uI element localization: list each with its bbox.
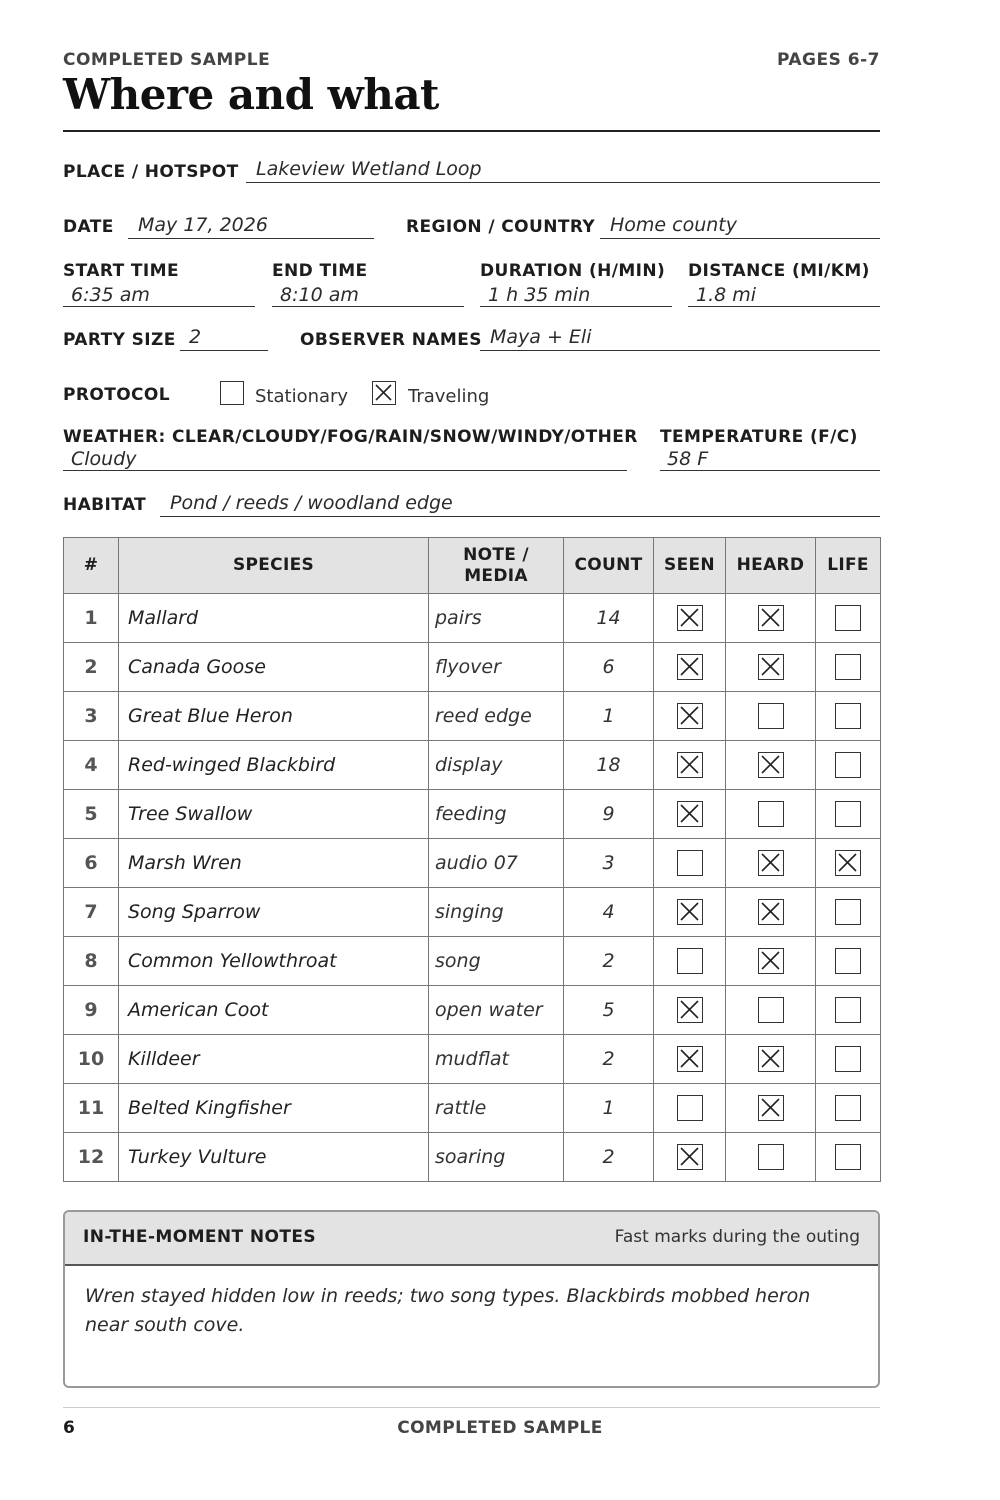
heard-cell xyxy=(726,643,816,692)
table-row xyxy=(64,692,881,741)
life-checkbox[interactable] xyxy=(835,703,861,729)
life-cell xyxy=(816,839,881,888)
end-time-field[interactable]: 8:10 am xyxy=(280,284,359,306)
start-time-label: START TIME xyxy=(63,261,179,281)
region-underline xyxy=(600,238,880,239)
date-underline xyxy=(128,238,374,239)
seen-checkbox[interactable] xyxy=(677,703,703,729)
end-time-underline xyxy=(272,306,464,307)
footer-rule xyxy=(63,1407,880,1408)
note-media[interactable]: mudflat xyxy=(429,1035,564,1084)
note-media[interactable]: reed edge xyxy=(429,692,564,741)
count-value[interactable]: 9 xyxy=(564,790,654,839)
count-value[interactable]: 3 xyxy=(564,839,654,888)
life-checkbox[interactable] xyxy=(835,899,861,925)
check-x-icon xyxy=(375,384,392,401)
place-label: PLACE / HOTSPOT xyxy=(63,162,239,182)
note-media[interactable]: rattle xyxy=(429,1084,564,1133)
col-header-note-text: NOTE / MEDIA xyxy=(463,544,529,586)
kicker-label: COMPLETED SAMPLE xyxy=(63,50,271,70)
life-cell xyxy=(816,1133,881,1182)
table-row xyxy=(64,986,881,1035)
note-media[interactable]: flyover xyxy=(429,643,564,692)
note-media[interactable]: song xyxy=(429,937,564,986)
check-x-icon xyxy=(761,951,780,970)
row-number: 11 xyxy=(64,1084,119,1133)
region-field[interactable]: Home county xyxy=(610,214,737,236)
seen-checkbox[interactable] xyxy=(677,1144,703,1170)
species-name[interactable]: Belted Kingfisher xyxy=(119,1084,429,1133)
check-x-icon xyxy=(680,657,699,676)
note-media[interactable]: feeding xyxy=(429,790,564,839)
table-row xyxy=(64,937,881,986)
check-x-icon xyxy=(680,804,699,823)
life-checkbox[interactable] xyxy=(835,1046,861,1072)
weather-label: WEATHER: CLEAR/CLOUDY/FOG/RAIN/SNOW/WINDY/OTHER xyxy=(63,427,638,447)
heard-checkbox[interactable] xyxy=(758,752,784,778)
table-row xyxy=(64,1084,881,1133)
heard-cell xyxy=(726,986,816,1035)
table-header-row xyxy=(64,538,881,594)
col-header-species: SPECIES xyxy=(119,538,429,594)
seen-cell xyxy=(654,594,726,643)
heard-checkbox[interactable] xyxy=(758,654,784,680)
heard-cell xyxy=(726,741,816,790)
check-x-icon xyxy=(761,657,780,676)
check-x-icon xyxy=(761,1049,780,1068)
row-number: 1 xyxy=(64,594,119,643)
pages-label: PAGES 6-7 xyxy=(777,50,880,70)
count-value[interactable]: 2 xyxy=(564,937,654,986)
place-field[interactable]: Lakeview Wetland Loop xyxy=(256,158,482,180)
col-header-life: LIFE xyxy=(816,538,881,594)
date-field[interactable]: May 17, 2026 xyxy=(138,214,268,236)
species-name[interactable]: Song Sparrow xyxy=(119,888,429,937)
row-number: 12 xyxy=(64,1133,119,1182)
seen-checkbox[interactable] xyxy=(677,997,703,1023)
life-cell xyxy=(816,643,881,692)
row-number: 4 xyxy=(64,741,119,790)
heard-checkbox[interactable] xyxy=(758,899,784,925)
check-x-icon xyxy=(680,755,699,774)
habitat-underline xyxy=(160,516,880,517)
duration-field[interactable]: 1 h 35 min xyxy=(488,284,591,306)
notes-header xyxy=(65,1212,878,1266)
heard-checkbox[interactable] xyxy=(758,605,784,631)
check-x-icon xyxy=(761,853,780,872)
col-header-number: # xyxy=(64,538,119,594)
life-cell xyxy=(816,937,881,986)
note-media[interactable]: singing xyxy=(429,888,564,937)
check-x-icon xyxy=(838,853,857,872)
table-row xyxy=(64,839,881,888)
count-value[interactable]: 2 xyxy=(564,1035,654,1084)
check-x-icon xyxy=(761,902,780,921)
species-name[interactable]: Mallard xyxy=(119,594,429,643)
count-value[interactable]: 1 xyxy=(564,692,654,741)
life-cell xyxy=(816,790,881,839)
seen-cell xyxy=(654,790,726,839)
protocol-option-label: Traveling xyxy=(408,386,490,407)
heard-checkbox[interactable] xyxy=(758,1144,784,1170)
heard-cell xyxy=(726,1035,816,1084)
duration-label: DURATION (H/MIN) xyxy=(480,261,666,281)
seen-cell xyxy=(654,643,726,692)
life-checkbox[interactable] xyxy=(835,850,861,876)
check-x-icon xyxy=(680,902,699,921)
life-checkbox[interactable] xyxy=(835,605,861,631)
seen-checkbox[interactable] xyxy=(677,654,703,680)
life-cell xyxy=(816,692,881,741)
count-value[interactable]: 5 xyxy=(564,986,654,1035)
heard-checkbox[interactable] xyxy=(758,1046,784,1072)
heard-checkbox[interactable] xyxy=(758,850,784,876)
duration-underline xyxy=(480,306,672,307)
col-header-count: COUNT xyxy=(564,538,654,594)
note-media[interactable]: pairs xyxy=(429,594,564,643)
life-cell xyxy=(816,888,881,937)
notes-subtitle: Fast marks during the outing xyxy=(614,1227,860,1247)
seen-cell xyxy=(654,839,726,888)
heard-cell xyxy=(726,888,816,937)
life-checkbox[interactable] xyxy=(835,801,861,827)
note-media[interactable]: soaring xyxy=(429,1133,564,1182)
temperature-field[interactable]: 58 F xyxy=(667,448,709,470)
observer-names-label: OBSERVER NAMES xyxy=(300,330,482,350)
seen-checkbox[interactable] xyxy=(677,1046,703,1072)
count-value[interactable]: 14 xyxy=(564,594,654,643)
party-size-label: PARTY SIZE xyxy=(63,330,176,350)
count-value[interactable]: 18 xyxy=(564,741,654,790)
seen-cell xyxy=(654,1133,726,1182)
col-header-heard: HEARD xyxy=(726,538,816,594)
temperature-label: TEMPERATURE (F/C) xyxy=(660,427,858,447)
row-number: 8 xyxy=(64,937,119,986)
heard-checkbox[interactable] xyxy=(758,948,784,974)
row-number: 7 xyxy=(64,888,119,937)
seen-cell xyxy=(654,986,726,1035)
heard-cell xyxy=(726,839,816,888)
start-time-field[interactable]: 6:35 am xyxy=(71,284,150,306)
life-cell xyxy=(816,741,881,790)
row-number: 9 xyxy=(64,986,119,1035)
row-number: 10 xyxy=(64,1035,119,1084)
heard-cell xyxy=(726,790,816,839)
check-x-icon xyxy=(761,608,780,627)
heard-cell xyxy=(726,594,816,643)
life-cell xyxy=(816,1035,881,1084)
check-x-icon xyxy=(761,755,780,774)
weather-underline xyxy=(63,470,627,471)
footer-label: COMPLETED SAMPLE xyxy=(397,1418,603,1438)
species-table xyxy=(63,537,881,1182)
seen-checkbox[interactable] xyxy=(677,1095,703,1121)
seen-checkbox[interactable] xyxy=(677,948,703,974)
seen-checkbox[interactable] xyxy=(677,752,703,778)
protocol-checkbox-stationary[interactable] xyxy=(220,381,244,405)
table-row xyxy=(64,790,881,839)
table-row xyxy=(64,741,881,790)
species-name[interactable]: Great Blue Heron xyxy=(119,692,429,741)
distance-label: DISTANCE (MI/KM) xyxy=(688,261,870,281)
observer-names-underline xyxy=(480,350,880,351)
end-time-label: END TIME xyxy=(272,261,368,281)
life-checkbox[interactable] xyxy=(835,654,861,680)
note-media[interactable]: audio 07 xyxy=(429,839,564,888)
seen-cell xyxy=(654,1084,726,1133)
heard-cell xyxy=(726,1133,816,1182)
life-checkbox[interactable] xyxy=(835,752,861,778)
date-label: DATE xyxy=(63,217,114,237)
species-name[interactable]: Turkey Vulture xyxy=(119,1133,429,1182)
protocol-option-label: Stationary xyxy=(255,386,349,407)
notes-text[interactable]: Wren stayed hidden low in reeds; two song types. Blackbirds mobbed heron near south cove. xyxy=(85,1285,811,1336)
species-name[interactable]: Marsh Wren xyxy=(119,839,429,888)
check-x-icon xyxy=(680,1147,699,1166)
row-number: 6 xyxy=(64,839,119,888)
place-underline xyxy=(246,182,880,183)
seen-cell xyxy=(654,692,726,741)
region-label: REGION / COUNTRY xyxy=(406,217,596,237)
title-rule xyxy=(63,130,880,132)
life-checkbox[interactable] xyxy=(835,997,861,1023)
count-value[interactable]: 6 xyxy=(564,643,654,692)
count-value[interactable]: 1 xyxy=(564,1084,654,1133)
heard-checkbox[interactable] xyxy=(758,1095,784,1121)
life-checkbox[interactable] xyxy=(835,948,861,974)
distance-underline xyxy=(688,306,880,307)
check-x-icon xyxy=(680,706,699,725)
table-row xyxy=(64,594,881,643)
note-media[interactable]: display xyxy=(429,741,564,790)
seen-cell xyxy=(654,937,726,986)
note-media[interactable]: open water xyxy=(429,986,564,1035)
life-checkbox[interactable] xyxy=(835,1095,861,1121)
col-header-note xyxy=(429,538,564,594)
page-title: Where and what xyxy=(63,70,439,119)
seen-cell xyxy=(654,888,726,937)
heard-cell xyxy=(726,1084,816,1133)
habitat-label: HABITAT xyxy=(63,495,147,515)
count-value[interactable]: 2 xyxy=(564,1133,654,1182)
table-row xyxy=(64,888,881,937)
seen-checkbox[interactable] xyxy=(677,605,703,631)
check-x-icon xyxy=(761,1098,780,1117)
check-x-icon xyxy=(680,1049,699,1068)
seen-checkbox[interactable] xyxy=(677,801,703,827)
temperature-underline xyxy=(660,470,880,471)
party-size-field[interactable]: 2 xyxy=(189,326,202,348)
species-name[interactable]: Red-winged Blackbird xyxy=(119,741,429,790)
page-number: 6 xyxy=(63,1418,75,1438)
seen-cell xyxy=(654,1035,726,1084)
distance-field[interactable]: 1.8 mi xyxy=(696,284,757,306)
notes-panel xyxy=(63,1210,880,1388)
seen-checkbox[interactable] xyxy=(677,850,703,876)
notes-title: IN-THE-MOMENT NOTES xyxy=(83,1227,316,1247)
heard-checkbox[interactable] xyxy=(758,801,784,827)
party-size-underline xyxy=(180,350,268,351)
species-name[interactable]: Killdeer xyxy=(119,1035,429,1084)
habitat-field[interactable]: Pond / reeds / woodland edge xyxy=(170,492,453,514)
heard-cell xyxy=(726,692,816,741)
row-number: 3 xyxy=(64,692,119,741)
protocol-checkbox-traveling[interactable] xyxy=(372,381,396,405)
seen-checkbox[interactable] xyxy=(677,899,703,925)
life-cell xyxy=(816,986,881,1035)
weather-field[interactable]: Cloudy xyxy=(71,448,137,470)
table-row xyxy=(64,1133,881,1182)
count-value[interactable]: 4 xyxy=(564,888,654,937)
species-name[interactable]: Common Yellowthroat xyxy=(119,937,429,986)
species-name[interactable]: Tree Swallow xyxy=(119,790,429,839)
col-header-seen: SEEN xyxy=(654,538,726,594)
start-time-underline xyxy=(63,306,255,307)
heard-checkbox[interactable] xyxy=(758,703,784,729)
seen-cell xyxy=(654,741,726,790)
species-name[interactable]: Canada Goose xyxy=(119,643,429,692)
protocol-label: PROTOCOL xyxy=(63,385,171,405)
table-row xyxy=(64,1035,881,1084)
heard-cell xyxy=(726,937,816,986)
life-checkbox[interactable] xyxy=(835,1144,861,1170)
check-x-icon xyxy=(680,1000,699,1019)
life-cell xyxy=(816,594,881,643)
row-number: 5 xyxy=(64,790,119,839)
observer-names-field[interactable]: Maya + Eli xyxy=(490,326,592,348)
life-cell xyxy=(816,1084,881,1133)
table-row xyxy=(64,643,881,692)
heard-checkbox[interactable] xyxy=(758,997,784,1023)
species-name[interactable]: American Coot xyxy=(119,986,429,1035)
row-number: 2 xyxy=(64,643,119,692)
check-x-icon xyxy=(680,608,699,627)
